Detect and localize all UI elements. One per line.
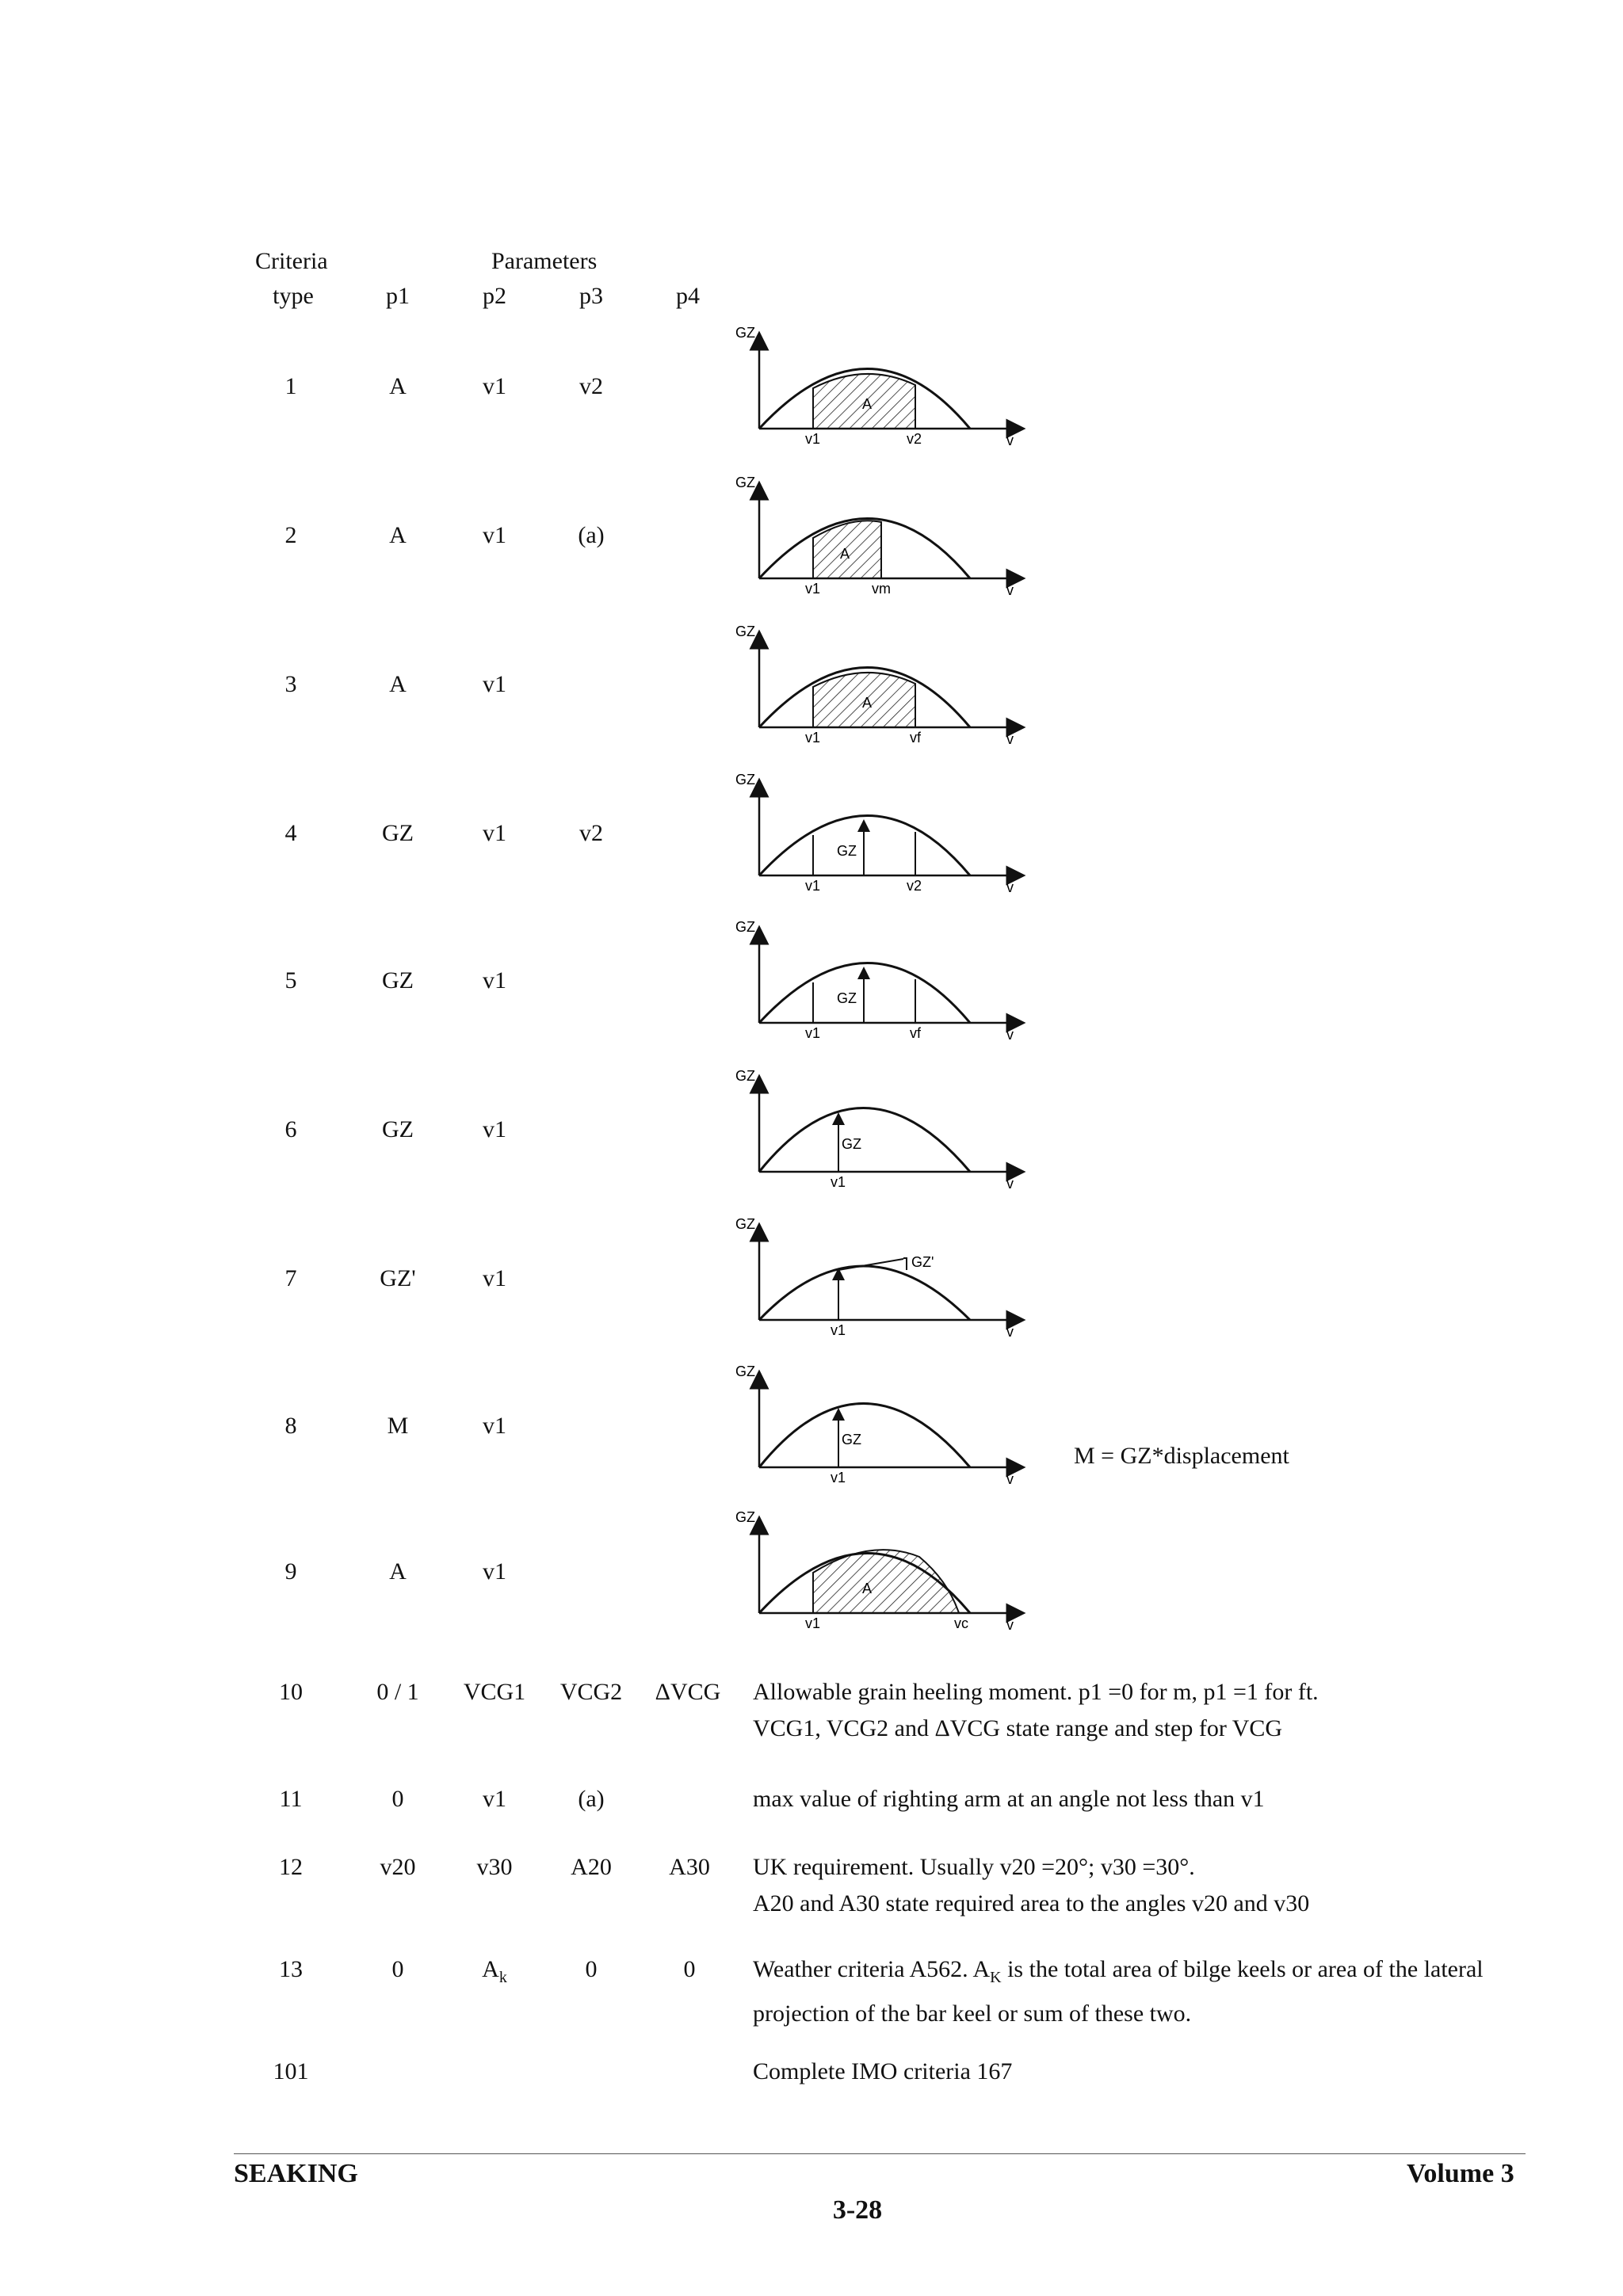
row-type: 10 bbox=[279, 1679, 303, 1705]
row-p4: 0 bbox=[683, 1956, 696, 1982]
gz-axis-label: GZ bbox=[735, 1216, 755, 1232]
row-p2: v1 bbox=[483, 1116, 506, 1142]
row-p3: (a) bbox=[578, 1786, 605, 1812]
p2-header: p2 bbox=[483, 283, 506, 309]
description-line: projection of the bar keel or sum of these two. bbox=[753, 2000, 1192, 2027]
row-description bbox=[753, 2054, 1012, 2090]
gz-diagram bbox=[735, 325, 1016, 448]
gz-curve bbox=[759, 1266, 970, 1320]
row-p2: v30 bbox=[476, 1854, 513, 1880]
tick-label: vf bbox=[910, 1025, 922, 1041]
row-type: 4 bbox=[285, 820, 297, 846]
tick-label: v1 bbox=[805, 1615, 821, 1631]
page-number: 3-28 bbox=[832, 2195, 883, 2225]
row-p2: v1 bbox=[483, 820, 506, 846]
tangent-line bbox=[838, 1259, 903, 1270]
row-type: 101 bbox=[273, 2058, 309, 2084]
tick-label: v1 bbox=[831, 1322, 846, 1338]
gz-prime-label: GZ' bbox=[911, 1254, 934, 1270]
row-p1: A bbox=[389, 1558, 407, 1585]
gz-diagram bbox=[735, 919, 1016, 1043]
tick-label: v1 bbox=[805, 730, 821, 746]
row-p2: v1 bbox=[483, 1558, 506, 1585]
footer-left: SEAKING bbox=[234, 2159, 358, 2188]
v-axis-label: v bbox=[1006, 879, 1014, 895]
gz-label: GZ bbox=[842, 1136, 861, 1152]
gz-diagram bbox=[735, 1216, 1016, 1340]
tick-label: v1 bbox=[805, 1025, 821, 1041]
tick-label: v1 bbox=[805, 878, 821, 894]
row-p1: 0 bbox=[391, 1786, 404, 1812]
row-type: 1 bbox=[285, 373, 297, 399]
row-note: M = GZ*displacement bbox=[1074, 1443, 1289, 1469]
row-p3: v2 bbox=[579, 373, 603, 399]
gz-axis-label: GZ bbox=[735, 624, 755, 639]
v-axis-label: v bbox=[1006, 433, 1014, 448]
v-axis-label: v bbox=[1006, 1027, 1014, 1043]
row-p2: $A_k$ bbox=[482, 1956, 507, 1986]
tick-label: v1 bbox=[831, 1174, 846, 1190]
row-description bbox=[753, 1849, 1309, 1922]
row-p2: v1 bbox=[483, 967, 506, 994]
row-p3: VCG2 bbox=[559, 1679, 623, 1705]
tick-label: vc bbox=[954, 1615, 968, 1631]
p4-header: p4 bbox=[676, 283, 700, 309]
tick-label: vf bbox=[910, 730, 922, 746]
gz-diagram bbox=[735, 475, 1016, 598]
row-type: 2 bbox=[285, 522, 297, 548]
row-type: 8 bbox=[285, 1413, 297, 1439]
row-p2: v1 bbox=[483, 373, 506, 399]
description-line: Allowable grain heeling moment. p1 =0 for m, p1 =1 for ft. bbox=[753, 1679, 1319, 1705]
row-p2: v1 bbox=[483, 671, 506, 697]
tick-label: v1 bbox=[831, 1470, 846, 1486]
row-p1: GZ bbox=[382, 1116, 414, 1142]
row-p3: 0 bbox=[585, 1956, 598, 1982]
gz-axis-label: GZ bbox=[735, 772, 755, 788]
row-p1: GZ' bbox=[380, 1265, 416, 1291]
row-p1: 0 / 1 bbox=[376, 1679, 419, 1705]
row-p4: A30 bbox=[669, 1854, 710, 1880]
tick-label: v1 bbox=[805, 431, 821, 447]
gz-diagram bbox=[735, 1068, 1016, 1192]
area-label: A bbox=[840, 546, 850, 562]
row-type: 11 bbox=[279, 1786, 303, 1812]
row-type: 9 bbox=[285, 1558, 297, 1585]
gz-diagram bbox=[735, 1363, 1016, 1487]
area-label: A bbox=[862, 396, 873, 412]
gz-axis-label: GZ bbox=[735, 325, 755, 341]
row-p2: v1 bbox=[483, 522, 506, 548]
row-type: 3 bbox=[285, 671, 297, 697]
gz-curve bbox=[759, 1404, 970, 1468]
v-axis-label: v bbox=[1006, 1617, 1014, 1633]
row-type: 12 bbox=[279, 1854, 303, 1880]
gz-diagram bbox=[735, 772, 1016, 895]
description-line: VCG1, VCG2 and ΔVCG state range and step for VCG bbox=[753, 1715, 1283, 1741]
gz-axis-label: GZ bbox=[735, 475, 755, 490]
row-p1: GZ bbox=[382, 820, 414, 846]
row-p2: v1 bbox=[483, 1265, 506, 1291]
v-axis-label: v bbox=[1006, 1324, 1014, 1340]
gz-label: GZ bbox=[837, 843, 857, 859]
footer-right: Volume 3 bbox=[1407, 2159, 1514, 2188]
v-axis-label: v bbox=[1006, 1471, 1014, 1487]
tick-label: v2 bbox=[907, 878, 922, 894]
row-p2: v1 bbox=[483, 1413, 506, 1439]
description-line: A20 and A30 state required area to the angles v20 and v30 bbox=[753, 1890, 1310, 1917]
bracket bbox=[903, 1258, 907, 1270]
p3-header: p3 bbox=[579, 283, 603, 309]
parameters-header: Parameters bbox=[491, 248, 598, 274]
row-description bbox=[753, 1781, 1265, 1817]
row-p4: ΔVCG bbox=[655, 1679, 721, 1705]
gz-axis-label: GZ bbox=[735, 1509, 755, 1525]
row-description bbox=[753, 1951, 1484, 2032]
row-p1: M bbox=[387, 1413, 409, 1439]
footer-rule bbox=[234, 2153, 1526, 2154]
row-type: 6 bbox=[285, 1116, 297, 1142]
gz-axis-label: GZ bbox=[735, 1363, 755, 1379]
area-label: A bbox=[862, 695, 873, 711]
description-line: max value of righting arm at an angle not less than v1 bbox=[753, 1786, 1265, 1812]
row-p1: A bbox=[389, 671, 407, 697]
tick-label: v2 bbox=[907, 431, 922, 447]
row-p2: VCG1 bbox=[463, 1679, 526, 1705]
v-axis-label: v bbox=[1006, 582, 1014, 598]
gz-curve bbox=[759, 1108, 970, 1173]
row-p2: v1 bbox=[483, 1786, 506, 1812]
p1-header: p1 bbox=[386, 283, 410, 309]
row-p1: v20 bbox=[380, 1854, 416, 1880]
row-p3: (a) bbox=[578, 522, 605, 548]
row-p3: v2 bbox=[579, 820, 603, 846]
tick-label: v1 bbox=[805, 581, 821, 597]
gz-axis-label: GZ bbox=[735, 919, 755, 935]
description-line: Complete IMO criteria 167 bbox=[753, 2058, 1013, 2084]
row-p1: GZ bbox=[382, 967, 414, 994]
v-axis-label: v bbox=[1006, 1176, 1014, 1192]
description-line: Weather criteria A562. $A_K$ is the total area of bilge keels or area of the lateral bbox=[753, 1956, 1484, 1986]
tick-label: vm bbox=[872, 581, 891, 597]
gz-label: GZ bbox=[837, 990, 857, 1006]
description-line: UK requirement. Usually v20 =20°; v30 =30°. bbox=[753, 1854, 1195, 1880]
row-p1: A bbox=[389, 522, 407, 548]
area-label: A bbox=[862, 1581, 873, 1596]
row-type: 13 bbox=[279, 1956, 303, 1982]
row-type: 7 bbox=[285, 1265, 297, 1291]
gz-axis-label: GZ bbox=[735, 1068, 755, 1084]
gz-diagram bbox=[735, 1509, 1016, 1633]
row-description bbox=[753, 1674, 1319, 1747]
criteria-header: Criteria bbox=[255, 248, 328, 274]
gz-label: GZ bbox=[842, 1432, 861, 1447]
v-axis-label: v bbox=[1006, 731, 1014, 747]
row-p3: A20 bbox=[571, 1854, 612, 1880]
row-p1: 0 bbox=[391, 1956, 404, 1982]
row-type: 5 bbox=[285, 967, 297, 994]
type-header: type bbox=[273, 283, 314, 309]
gz-diagram bbox=[735, 624, 1016, 747]
row-p1: A bbox=[389, 373, 407, 399]
